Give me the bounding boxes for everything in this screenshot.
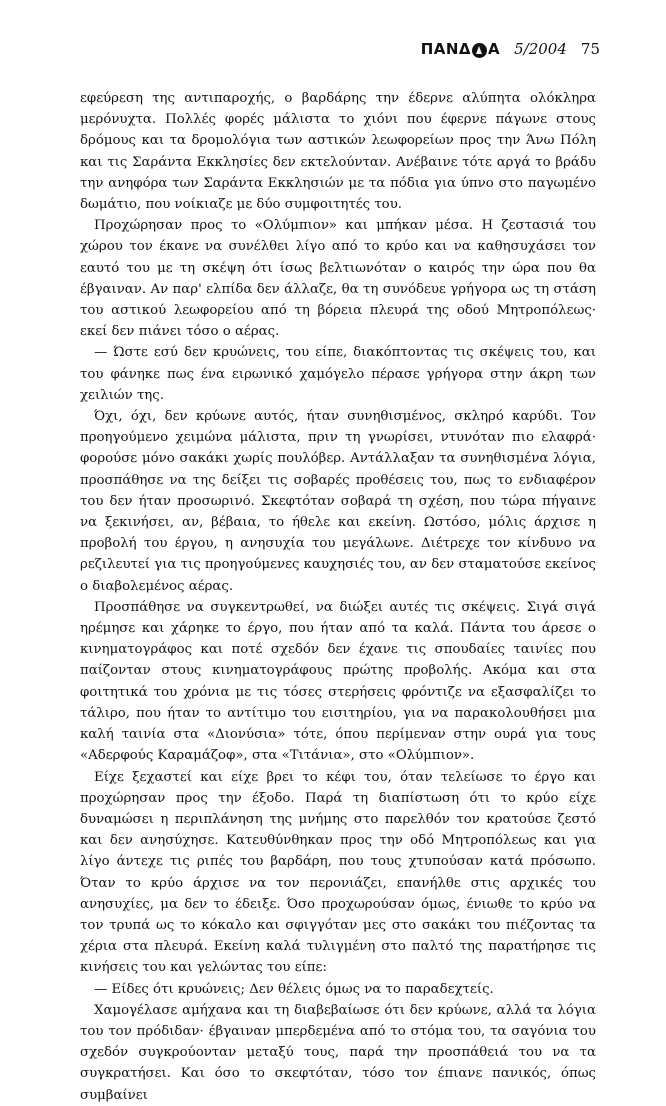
page-number: 75 [580,40,600,58]
paragraph-continuation: εφεύρεση της αντιπαροχής, ο βαρδάρης την έδερνε αλύπητα ολόκληρα μερόνυχτα. Πολλές φορές μάλιστα το χιόνι που έφερνε πάγωνε στους δρόμους και τα δρομολόγια των αστικών λεωφορείων προς την Άνω Πόλη και τις Σαράντα Εκκλησίες δεν εκτελούνταν. Ανέβαινε τότε αργά το βράδυ την ανηφόρα των Σαράντα Εκκλησιών με τα πόδια για ύπνο στο παγωμένο δωμάτιο, που νοίκιαζε με δύο συμφοιτητές του. [80,91,596,213]
paragraph: Είχε ξεχαστεί και είχε βρει το κέφι του, όταν τελείωσε το έργο και προχώρησαν προς την έξοδο. Παρά τη διαπίστωση ότι το κρύο είχε δυναμώσει η περιπλάνηση της μνήμης στο παρελθόν τον κρατούσε ζεστό και δεν ανησύχησε. Κατευθύνθηκαν προς την οδό Μητροπόλεως και για λίγο άντεχε τις ριπές του βαρδάρη, που τους χτυπούσαν κατά πρόσωπο. Όταν το κρύο άρχισε να τον περονιάζει, επανήλθε στις αρχικές του ανησυχίες, μα δεν το έδειξε. Όσο προχωρούσαν όμως, ένιωθε το κρύο να τον τρυπά ως το κόκαλο και σφιγγόταν μες στο σακάκι του πιέζοντας τα χέρια στα πλευρά. Εκείνη καλά τυλιγμένη στο παλτό της παρατήρησε τις κινήσεις του και γελώντας του είπε: [80,769,596,976]
running-header [421,40,600,58]
body-text [80,88,596,1106]
paragraph: Προσπάθησε να συγκεντρωθεί, να διώξει αυτές τις σκέψεις. Σιγά σιγά ηρέμησε και χάρηκε το έργο, που ήταν από τα καλά. Πάντα του άρεσε ο κινηματογράφος και ποτέ σχεδόν δεν έχανε τις σπουδαίες ταινίες που παίζονταν στους κινηματογράφους πρώτης προβολής. Ακόμα και στα φοιτητικά του χρόνια με τις τόσες στερήσεις φρόντιζε να εξασφαλίζει το τάλιρο, που ήταν το αντίτιμο του εισιτηρίου, για να παρακολουθήσει μια καλή ταινία στα «Διονύσια» τότε, όπου περίμεναν στην ουρά για τους «Αδερφούς Καραμάζοφ», στα «Τιτάνια», στο «Ολύμπιον». [80,599,596,764]
journal-logo [421,40,500,58]
paragraph: Χαμογέλασε αμήχανα και τη διαβεβαίωσε ότι δεν κρύωνε, αλλά τα λόγια του τον πρόδιδαν· έβγαιναν μπερδεμένα από το στόμα του, τα σαγόνια του σχεδόν συγκρούονταν μεταξύ τους, παρά την προσπάθειά του να τα συγκρατήσει. Και όσο το σκεφτόταν, τόσο τον έπιανε πανικός, όπως συμβαίνει [80,1002,596,1103]
logo-emblem-icon [472,43,487,58]
dialogue-line: — Ώστε εσύ δεν κρυώνεις, του είπε, διακόπτοντας τις σκέψεις του, και του φάνηκε πως ένα ειρωνικό χαμόγελο πέρασε γρήγορα στην άκρη των χειλιών της. [80,345,596,403]
paragraph: Προχώρησαν προς το «Ολύμπιον» και μπήκαν μέσα. Η ζεστασιά του χώρου τον έκανε να συνέλθει λίγο από το κρύο και να καθησυχάσει τον εαυτό του με τη σκέψη ότι ίσως βελτιωνόταν ο καιρός την ώρα που θα έβγαιναν. Αν παρ' ελπίδα δεν άλλαζε, θα τη συνόδευε γρήγορα ως τη στάση του αστικού λεωφορείου από τη βόρεια πλευρά της οδού Μητροπόλεως· εκεί δεν πιάνει τόσο ο αέρας. [80,218,596,340]
paragraph: Όχι, όχι, δεν κρύωνε αυτός, ήταν συνηθισμένος, σκληρό καρύδι. Τον προηγούμενο χειμώνα μάλιστα, πριν τη γνωρίσει, ντυνόταν πιο ελαφρά· φορούσε μόνο σακάκι χωρίς πουλόβερ. Αντάλλαξαν τα συνηθισμένα λόγια, προσπάθησε να της δείξει τις σοβαρές προθέσεις του, πως το ενδιαφέρον του δεν ήταν προσωρινό. Σκεφτόταν σοβαρά τη σχέση, που τώρα πήγαινε να ξεκινήσει, αν, βέβαια, το ήθελε και εκείνη. Ωστόσο, μόλις άρχισε η προβολή του έργου, η ανησυχία του μεγάλωνε. Διέτρεχε τον κίνδυνο να ρεζιλευτεί για τις προηγούμενες καυχησιές του, αν δεν σταματούσε εκείνος ο διαβολεμένος αέρας. [80,409,596,594]
issue-number: 5/2004 [514,40,567,58]
dialogue-line: — Είδες ότι κρυώνεις; Δεν θέλεις όμως να το παραδεχτείς. [94,981,494,997]
logo-text-left: ΠΑΝΔ [420,40,472,58]
logo-text-right: Α [488,40,501,58]
